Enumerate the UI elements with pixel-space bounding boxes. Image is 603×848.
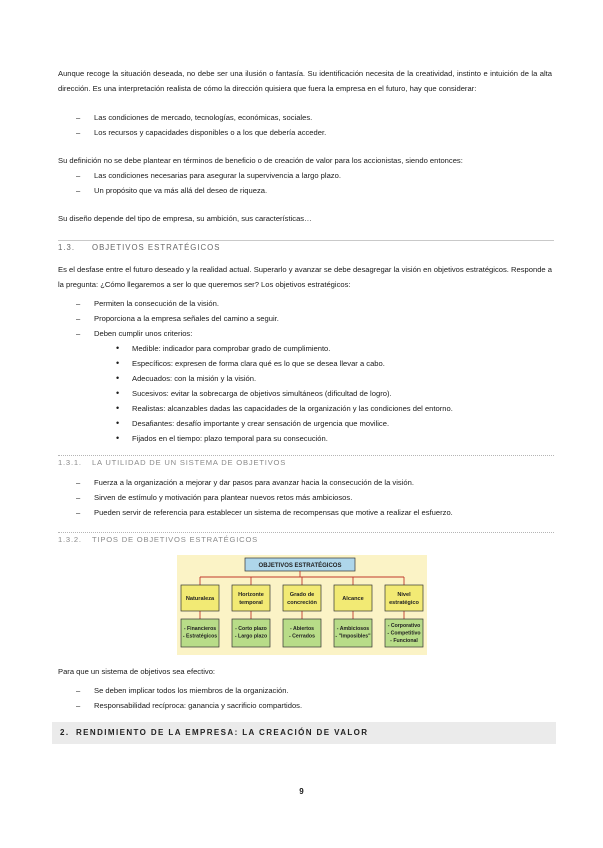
section-paragraph: Es el desfase entre el futuro deseado y la realidad actual. Superarlo y avanzar se debe desagregar la visión en objetivos estratégicos. Responde a la pregunta: ¿Cómo llegaremos a ser lo que queremos ser? Los objetivos estratégicos: xyxy=(58,265,552,290)
section-title: OBJETIVOS ESTRATÉGICOS xyxy=(92,243,221,252)
leaf-label: - Cerrados xyxy=(289,633,315,640)
objectives-list xyxy=(58,296,552,341)
section-title: LA UTILIDAD DE UN SISTEMA DE OBJETIVOS xyxy=(92,458,287,467)
intro-paragraph-3: Su diseño depende del tipo de empresa, su ambición, sus características… xyxy=(58,214,312,223)
category-label: temporal xyxy=(239,600,263,606)
category-node xyxy=(232,585,270,611)
section-heading-1-3-2 xyxy=(58,532,554,544)
category-label: Nivel xyxy=(397,592,411,598)
section-number: 1.3.1. xyxy=(58,458,82,467)
list-item: – Se deben implicar todos los miembros de la organización. xyxy=(58,683,552,698)
section-heading-1-3 xyxy=(58,240,554,252)
list-item: • Medible: indicador para comprobar grado de cumplimiento. xyxy=(116,341,552,356)
category-label: concreción xyxy=(287,600,317,606)
section-number: 2. xyxy=(60,728,70,737)
list-item: – Pueden servir de referencia para establecer un sistema de recompensas que motive a realizar el esfuerzo. xyxy=(58,505,552,520)
list-item: – Responsabilidad recíproca: ganancia y sacrificio compartidos. xyxy=(58,698,552,713)
list-item: – Fuerza a la organización a mejorar y dar pasos para avanzar hacia la consecución de la visión. xyxy=(58,475,552,490)
list-item: – Las condiciones de mercado, tecnologías, económicas, sociales. xyxy=(58,110,552,125)
leaf-label: - Corto plazo xyxy=(235,626,267,632)
list-item: – Deben cumplir unos criterios: xyxy=(58,326,552,341)
leaf-label: - Corporativo xyxy=(387,623,421,629)
leaf-label: - "Imposibles" xyxy=(335,633,371,640)
list-item: – Los recursos y capacidades disponibles o a los que debería acceder. xyxy=(58,125,552,140)
category-node xyxy=(283,585,321,611)
category-label: estratégico xyxy=(389,600,419,606)
category-label: Grado de xyxy=(289,592,315,598)
section-heading-1-3-1 xyxy=(58,455,554,467)
leaf-label: - Ambiciosos xyxy=(336,626,370,632)
list-item: • Adecuados: con la misión y la visión. xyxy=(116,371,552,386)
section-title: TIPOS DE OBJETIVOS ESTRATÉGICOS xyxy=(92,535,259,544)
list-item: • Sucesivos: evitar la sobrecarga de objetivos simultáneos (dificultad de logro). xyxy=(116,386,552,401)
leaf-label: - Largo plazo xyxy=(234,633,268,640)
section-heading-2 xyxy=(52,722,556,744)
objectives-types-diagram xyxy=(177,555,427,655)
list-item: – Proporciona a la empresa señales del camino a seguir. xyxy=(58,311,552,326)
section-title: RENDIMIENTO DE LA EMPRESA: LA CREACIÓN DE VALOR xyxy=(76,728,369,737)
leaf-label: - Estratégicos xyxy=(182,633,218,640)
intro-paragraph: Aunque recoge la situación deseada, no debe ser una ilusión o fantasía. Su identificación necesita de la creatividad, instinto e intuición de la alta dirección. Es una interpretación realista de cómo la dirección quisiera que fuera la empresa en el futuro, hay que considerar: xyxy=(58,69,552,94)
category-label: Alcance xyxy=(342,596,364,602)
list-item: – Un propósito que va más allá del deseo de riqueza. xyxy=(58,183,552,198)
list-item: • Desafiantes: desafío importante y crear sensación de urgencia que movilice. xyxy=(116,416,552,431)
section-number: 1.3.2. xyxy=(58,535,82,544)
intro-list xyxy=(58,110,552,140)
section-number: 1.3. xyxy=(58,243,76,252)
list-item: • Específicos: expresen de forma clara qué es lo que se desea llevar a cabo. xyxy=(116,356,552,371)
effectiveness-list xyxy=(58,683,552,713)
section-paragraph: Para que un sistema de objetivos sea efectivo: xyxy=(58,667,216,676)
list-item: – Sirven de estímulo y motivación para plantear nuevos retos más ambiciosos. xyxy=(58,490,552,505)
list-item: – Permiten la consecución de la visión. xyxy=(58,296,552,311)
intro-list-2 xyxy=(58,168,552,198)
leaf-label: - Abiertos xyxy=(289,626,315,632)
criteria-list xyxy=(116,341,552,446)
leaf-label: - Competitivo xyxy=(387,630,421,637)
category-label: Horizonte xyxy=(238,592,264,598)
root-node-label: OBJETIVOS ESTRATÉGICOS xyxy=(258,563,342,569)
category-node xyxy=(385,585,423,611)
list-item: – Las condiciones necesarias para asegurar la supervivencia a largo plazo. xyxy=(58,168,552,183)
leaf-label: - Funcional xyxy=(390,638,418,644)
page-number: 9 xyxy=(299,787,304,796)
utility-list xyxy=(58,475,552,520)
category-label: Naturaleza xyxy=(185,596,215,602)
intro-paragraph-2: Su definición no se debe plantear en términos de beneficio o de creación de valor para los accionistas, siendo entonces: xyxy=(58,156,463,165)
leaf-label: - Financieros xyxy=(183,626,217,632)
list-item: • Realistas: alcanzables dadas las capacidades de la organización y las condiciones del entorno. xyxy=(116,401,552,416)
list-item: • Fijados en el tiempo: plazo temporal para su consecución. xyxy=(116,431,552,446)
